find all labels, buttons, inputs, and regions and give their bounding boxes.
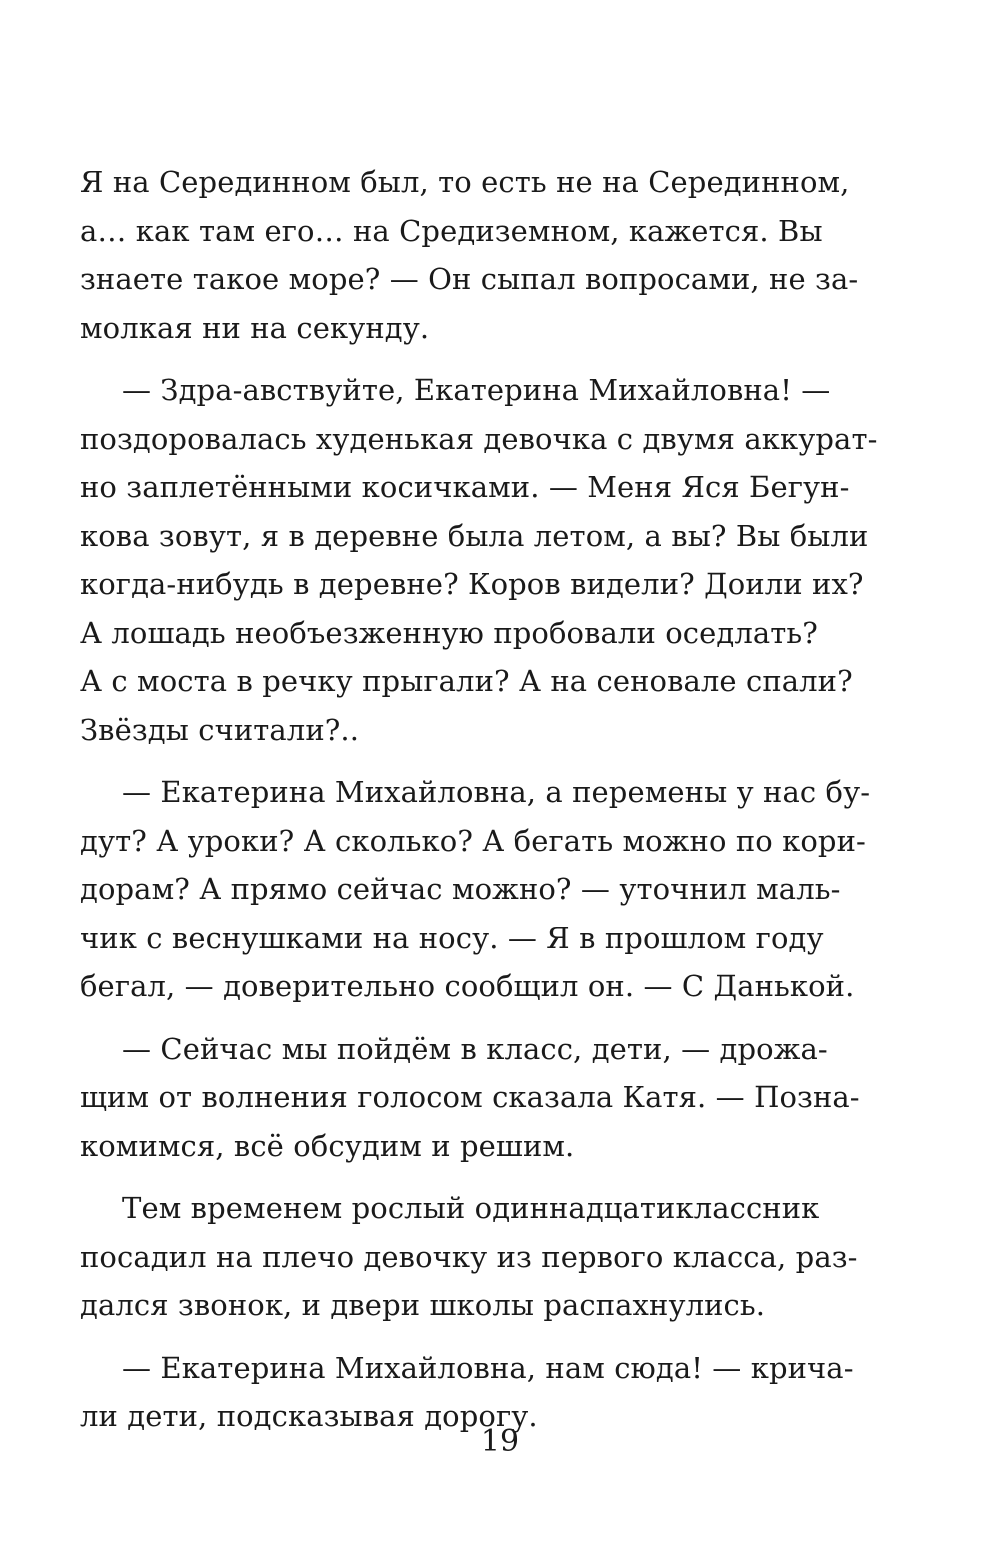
- text-line: Звёзды считали?..: [80, 712, 360, 747]
- paragraph: [80, 158, 859, 352]
- text-line: — Екатерина Михайловна, а перемены у нас бу-: [122, 775, 871, 809]
- text-line: — Сейчас мы пойдём в класс, дети, — дрожа-: [122, 1031, 828, 1066]
- page-number: 19: [480, 1424, 520, 1459]
- paragraph: [80, 366, 878, 754]
- text-line: дорам? А прямо сейчас можно? — уточнил маль-: [80, 872, 841, 906]
- paragraph: [80, 1025, 860, 1171]
- text-line: а… как там его… на Средиземном, кажется. Вы: [80, 213, 823, 248]
- text-line: знаете такое море? — Он сыпал вопросами, не за-: [80, 262, 859, 296]
- text-line: когда-нибудь в деревне? Коров видели? Доили их?: [80, 567, 864, 601]
- text-line: кова зовут, я в деревне была летом, а вы? Вы были: [80, 518, 869, 553]
- text-line: молкая ни на секунду.: [80, 310, 430, 345]
- text-line: — Здра-авствуйте, Екатерина Михайловна! —: [122, 373, 831, 407]
- text-line: чик с веснушками на носу. — Я в прошлом году: [80, 920, 824, 955]
- paragraph: [80, 768, 871, 1011]
- text-line: но заплетёнными косичками. — Меня Яся Бегун-: [80, 470, 850, 504]
- body-text: [80, 158, 878, 1455]
- paragraph: [80, 1184, 858, 1330]
- text-line: бегал, — доверительно сообщил он. — С Данькой.: [80, 969, 855, 1003]
- text-line: Тем временем рослый одиннадцатиклассник: [122, 1191, 820, 1225]
- text-line: щим от волнения голосом сказала Катя. — Позна-: [80, 1080, 860, 1114]
- text-line: — Екатерина Михайловна, нам сюда! — крича-: [122, 1350, 854, 1385]
- text-line: Я на Серединном был, то есть не на Серединном,: [80, 165, 850, 199]
- text-line: посадил на плечо девочку из первого класса, раз-: [80, 1239, 858, 1274]
- text-line: дался звонок, и двери школы распахнулись.: [80, 1288, 766, 1322]
- text-line: А лошадь необъезженную пробовали оседлать?: [80, 615, 818, 650]
- text-line: дут? А уроки? А сколько? А бегать можно по кори-: [80, 823, 866, 858]
- text-line: комимся, всё обсудим и решим.: [80, 1128, 575, 1163]
- text-line: ли дети, подсказывая дорогу.: [80, 1399, 538, 1433]
- text-line: А с моста в речку прыгали? А на сеновале спали?: [80, 664, 853, 698]
- text-line: поздоровалась худенькая девочка с двумя аккурат-: [80, 421, 878, 456]
